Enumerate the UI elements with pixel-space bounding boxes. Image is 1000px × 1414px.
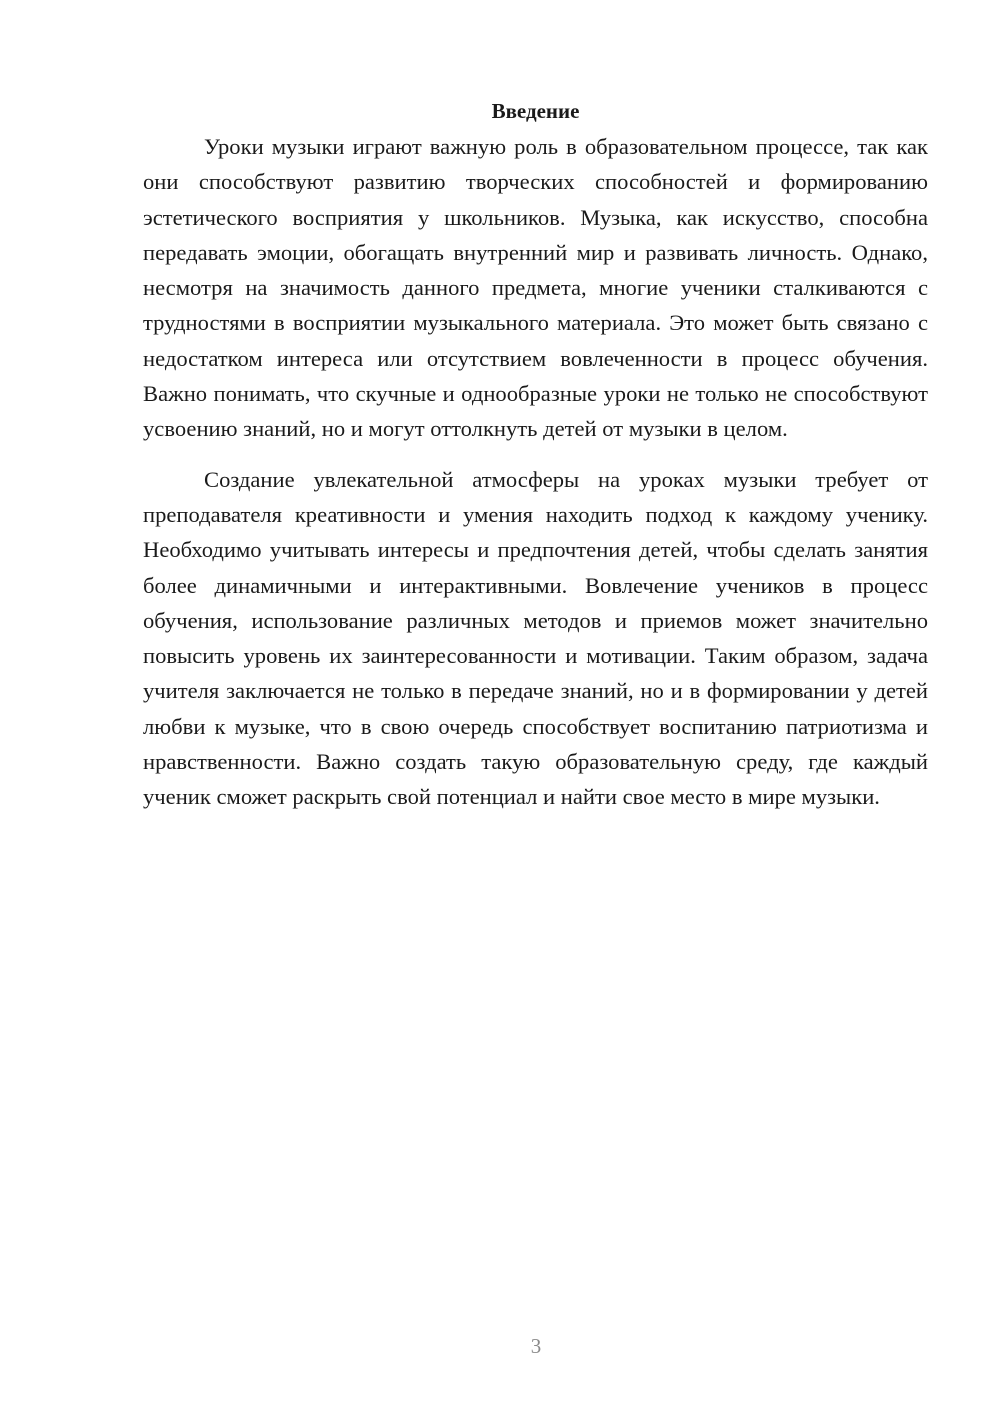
section-title: Введение — [491, 99, 580, 123]
paragraph-1: Уроки музыки играют важную роль в образовательном процессе, так как они способствуют развитию творческих способностей и формированию эстетического восприятия у школьников. Музыка, как искусство, способна передавать эмоции, обогащать внутренний мир и развивать личность. Однако, несмотря на значимость данного предмета, многие ученики сталкиваются с трудностями в восприятии музыкального материала. Это может быть связано с недостатком интереса или отсутствием вовлеченности в процесс обучения. Важно понимать, что скучные и однообразные уроки не только не способствуют усвоению знаний, но и могут оттолкнуть детей от музыки в целом. — [143, 134, 928, 442]
paragraph-2: Создание увлекательной атмосферы на уроках музыки требует от преподавателя креативности и умения находить подход к каждому ученику. Необходимо учитывать интересы и предпочтения детей, чтобы сделать занятия более динамичными и интерактивными. Вовлечение учеников в процесс обучения, использование различных методов и приемов может значительно повысить уровень их заинтересованности и мотивации. Таким образом, задача учителя заключается не только в передаче знаний, но и в формировании у детей любви к музыке, что в свою очередь способствует воспитанию патриотизма и нравственности. Важно создать такую образовательную среду, где каждый ученик сможет раскрыть свой потенциал и найти свое место в мире музыки. — [143, 466, 928, 810]
page-content — [143, 94, 928, 815]
page-number: 3 — [530, 1334, 542, 1358]
